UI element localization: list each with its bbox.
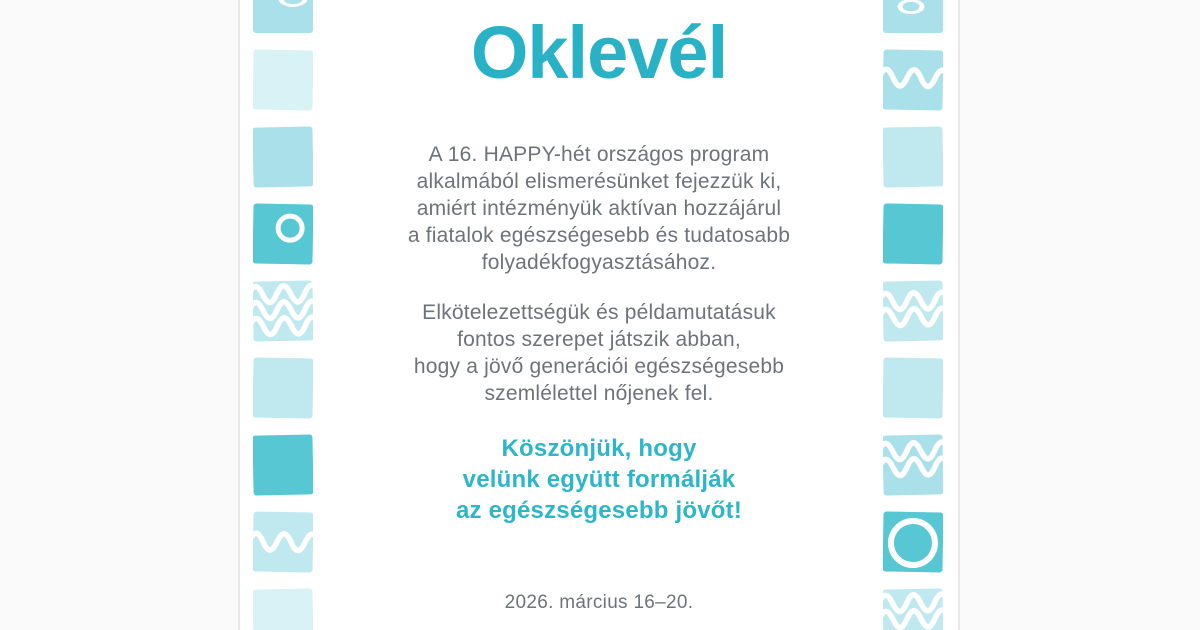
thanks-line: velünk együtt formálják [462, 466, 736, 493]
paragraph-line: Elkötelezettségük és példamutatásuk [422, 301, 776, 324]
thanks-line: az egészségesebb jövőt! [455, 497, 743, 524]
paragraph-line: a fiatalok egészségesebb és tudatosabb [407, 224, 791, 247]
paragraph-line: fontos szerepet játszik abban, [457, 328, 741, 351]
paragraph-line: alkalmából elismerésünket fejezzük ki, [416, 170, 782, 193]
paragraph-line: hogy a jövő generációi egészségesebb [413, 355, 785, 378]
certificate-page [238, 0, 960, 630]
certificate-title: Oklevél [470, 11, 728, 94]
paragraph-line: folyadékfogyasztásához. [481, 251, 717, 274]
event-date: 2026. március 16–20. [504, 592, 694, 613]
paragraph-line: amiért intézményük aktívan hozzájárul [416, 197, 782, 220]
certificate-content [240, 0, 958, 630]
thanks-message [240, 433, 958, 526]
recognition-paragraph [240, 141, 958, 276]
thanks-line: Köszönjük, hogy [501, 435, 697, 462]
paragraph-line: A 16. HAPPY-hét országos program [428, 143, 770, 166]
commitment-paragraph [240, 299, 958, 407]
paragraph-line: szemlélettel nőjenek fel. [484, 382, 714, 405]
